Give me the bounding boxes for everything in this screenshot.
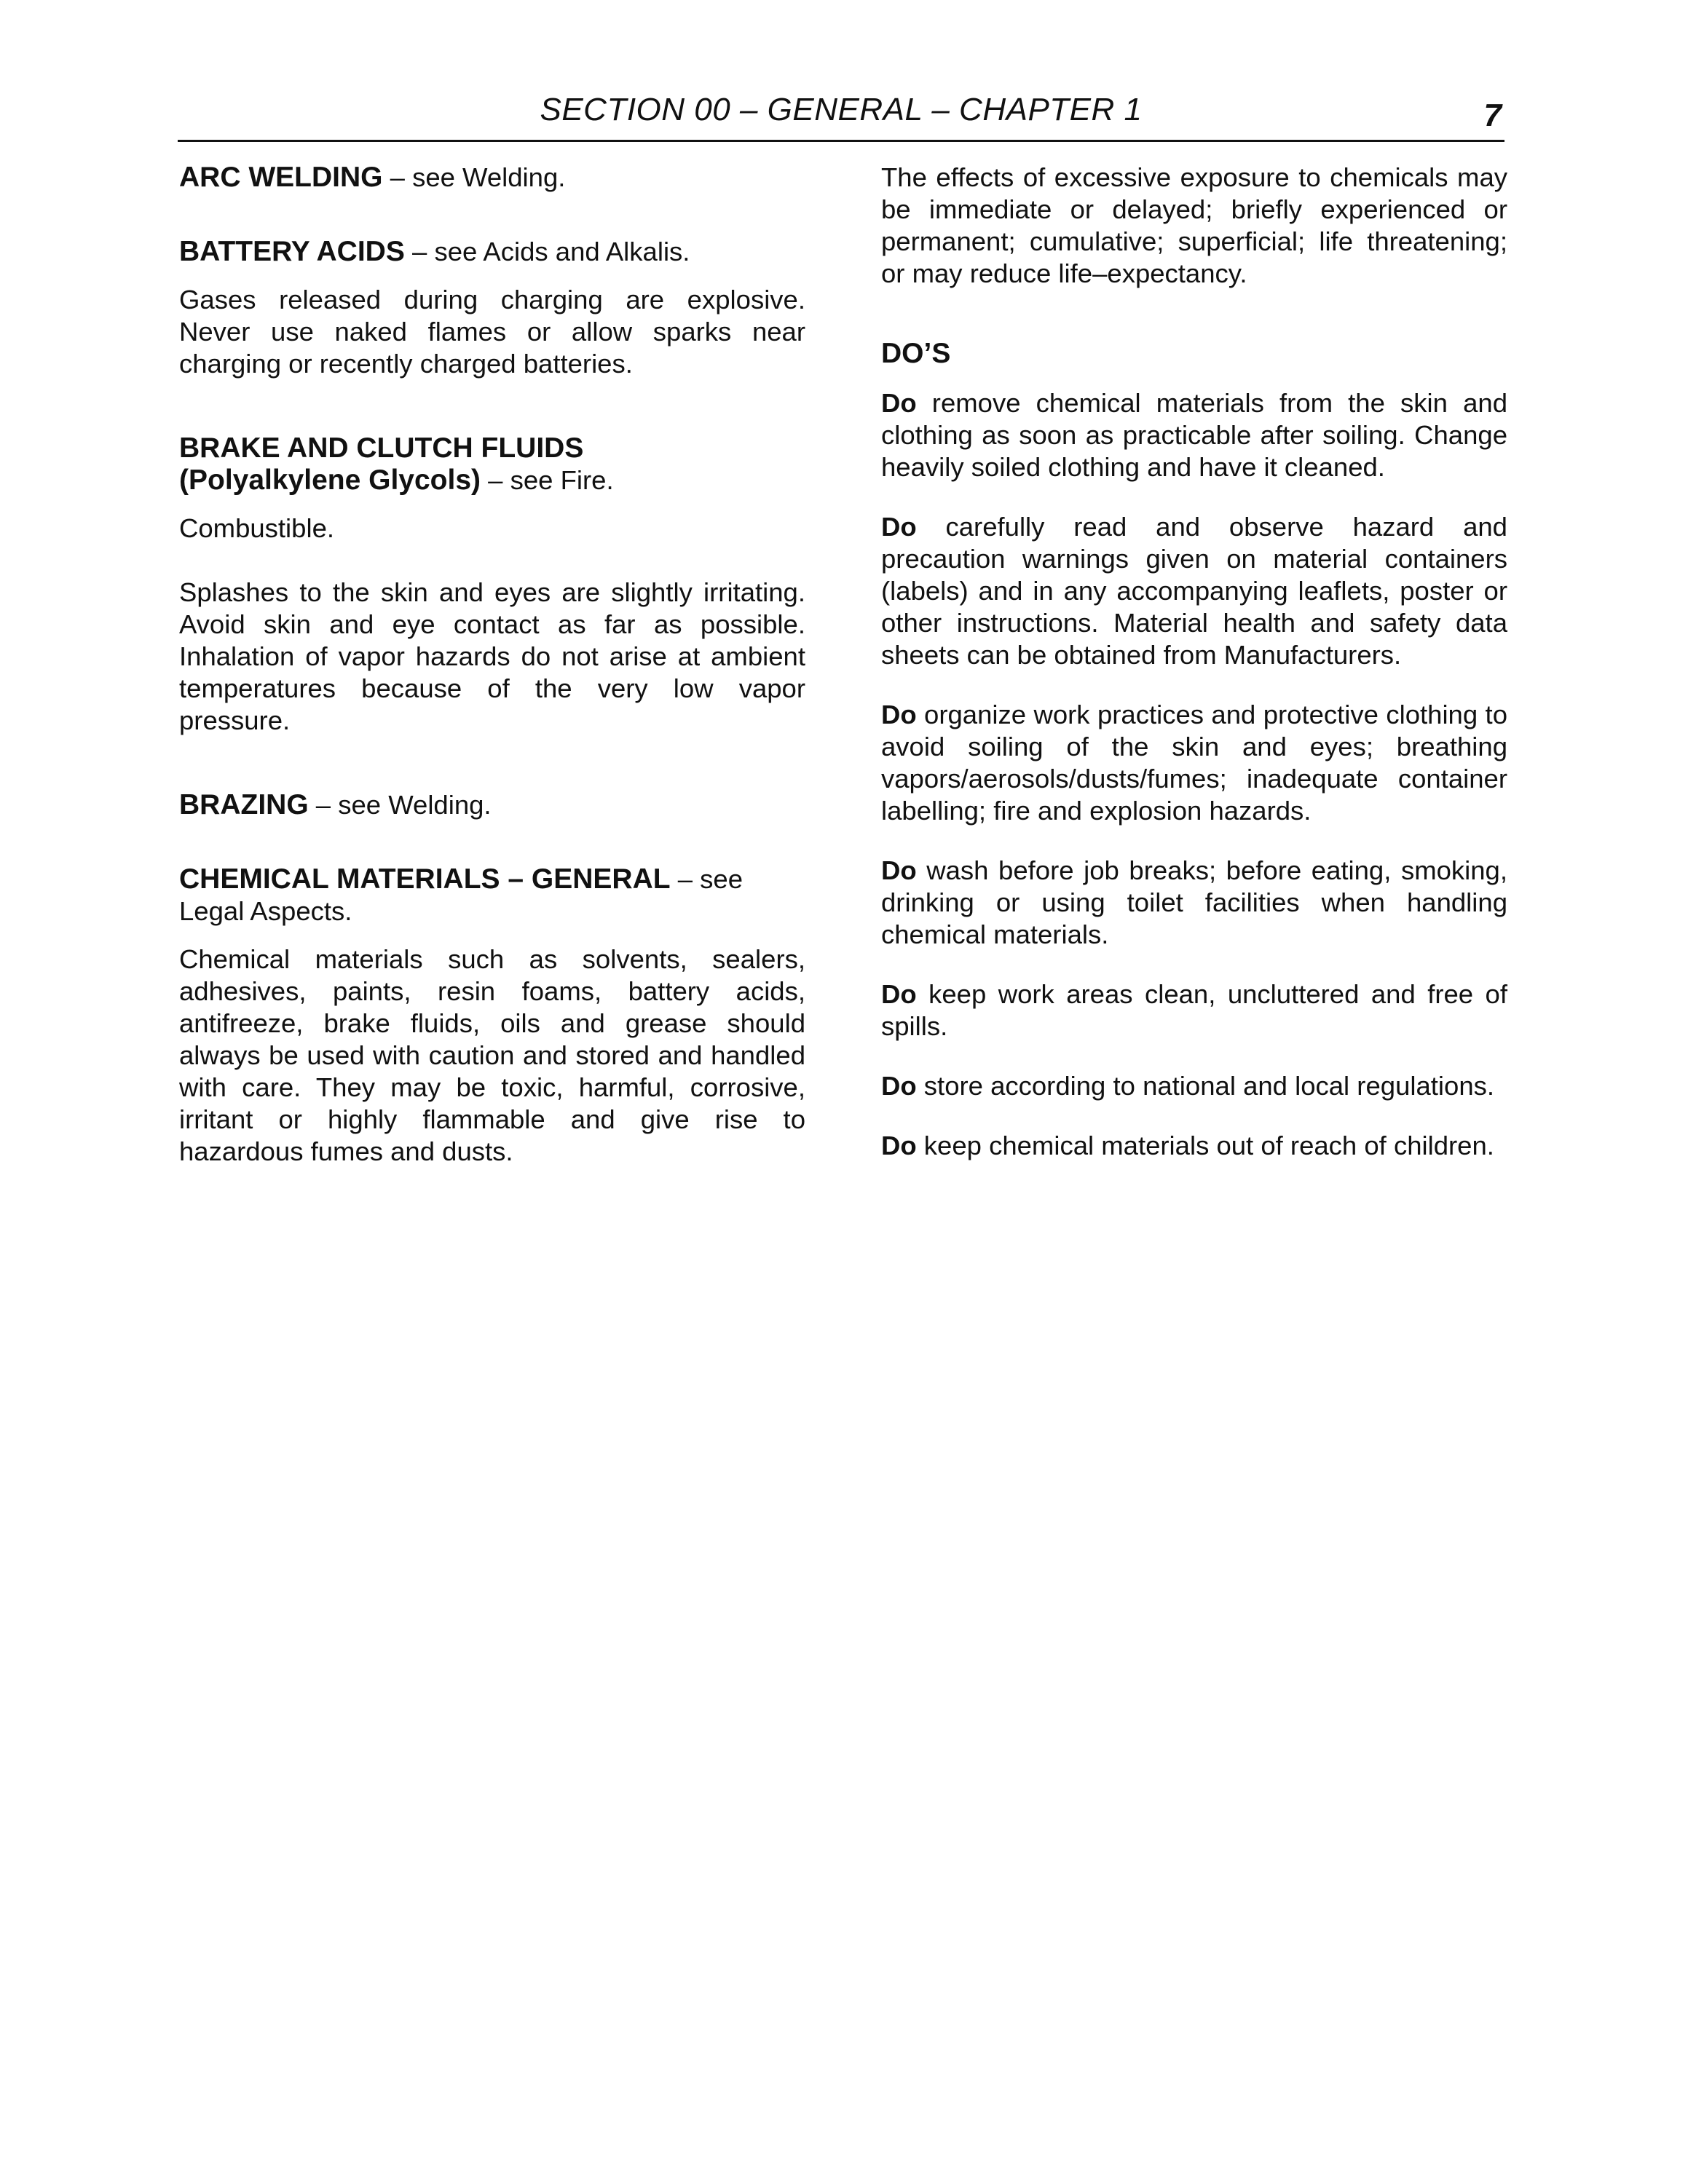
entry-body: Splashes to the skin and eyes are slightly irritating. Avoid skin and eye contact as far as possible. Inhalation of vapor hazards do not arise at ambient temperatures because of the very low vapor pressure.	[179, 577, 805, 735]
entry-body: Combustible.	[179, 513, 335, 543]
do-word: Do	[881, 855, 917, 885]
entry-body: Gases released during charging are explosive. Never use naked flames or allow sparks near charging or recently charged batteries.	[179, 285, 805, 379]
do-word: Do	[881, 700, 917, 729]
page-header	[178, 87, 1504, 142]
entry-reference: – see Welding.	[382, 162, 566, 192]
do-item	[881, 855, 1507, 951]
entry-term: BATTERY ACIDS	[179, 236, 405, 267]
entry-term: ARC WELDING	[179, 162, 383, 193]
do-word: Do	[881, 1131, 917, 1160]
page-number: 7	[1483, 98, 1502, 133]
do-text: keep work areas clean, uncluttered and free of spills.	[881, 979, 1507, 1041]
entry-term: CHEMICAL MATERIALS – GENERAL	[179, 863, 671, 895]
entry-chemical-materials	[179, 863, 805, 927]
entry-battery-acids	[179, 236, 805, 268]
do-item	[881, 978, 1507, 1042]
entry-reference: – see Welding.	[308, 790, 492, 820]
do-item	[881, 699, 1507, 827]
left-column	[179, 162, 805, 1195]
do-item	[881, 1070, 1507, 1102]
do-item	[881, 511, 1507, 671]
do-item	[881, 1130, 1507, 1162]
entry-term-subtitle: (Polyalkylene Glycols)	[179, 464, 481, 496]
entry-term: BRAKE AND CLUTCH FLUIDS	[179, 432, 584, 464]
do-word: Do	[881, 512, 917, 542]
entry-term: BRAZING	[179, 789, 309, 820]
do-word: Do	[881, 1071, 917, 1101]
do-text: remove chemical materials from the skin and clothing as soon as practicable after soiling. Change heavily soiled clothing and have it cleaned.	[881, 388, 1507, 482]
do-item	[881, 387, 1507, 483]
do-text: keep chemical materials out of reach of children.	[916, 1131, 1494, 1160]
intro-paragraph: The effects of excessive exposure to chemicals may be immediate or delayed; briefly experienced or permanent; cumulative; superficial; life threatening; or may reduce life–expectancy.	[881, 162, 1507, 288]
entry-reference: – see Acids and Alkalis.	[404, 237, 690, 266]
dos-heading: DO’S	[881, 338, 951, 369]
entry-arc-welding	[179, 162, 805, 194]
do-word: Do	[881, 388, 917, 418]
entry-brazing	[179, 789, 805, 821]
section-title: SECTION 00 – GENERAL – CHAPTER 1	[540, 92, 1143, 127]
do-text: organize work practices and protective clothing to avoid soiling of the skin and eyes; breathing vapors/aerosols/dusts/fumes; inadequate container labelling; fire and explosion hazards.	[881, 700, 1507, 826]
entry-brake-clutch-fluids	[179, 432, 805, 496]
do-word: Do	[881, 979, 917, 1009]
do-text: store according to national and local regulations.	[916, 1071, 1495, 1101]
do-text: wash before job breaks; before eating, smoking, drinking or using toilet facilities when handling chemical materials.	[881, 855, 1507, 949]
entry-reference: – see Legal Aspects.	[179, 864, 744, 926]
entry-body: Chemical materials such as solvents, sealers, adhesives, paints, resin foams, battery acids, antifreeze, brake fluids, oils and grease should always be used with caution and stored and handled with care. They may be toxic, harmful, corrosive, irritant or highly flammable and give rise to hazardous fumes and dusts.	[179, 944, 805, 1166]
entry-reference: – see Fire.	[481, 465, 614, 495]
right-column	[881, 162, 1507, 1190]
do-text: carefully read and observe hazard and precaution warnings given on material containers (labels) and in any accompanying leaflets, poster or other instructions. Material health and safety data sheets can be obtained from Manufacturers.	[881, 512, 1507, 670]
